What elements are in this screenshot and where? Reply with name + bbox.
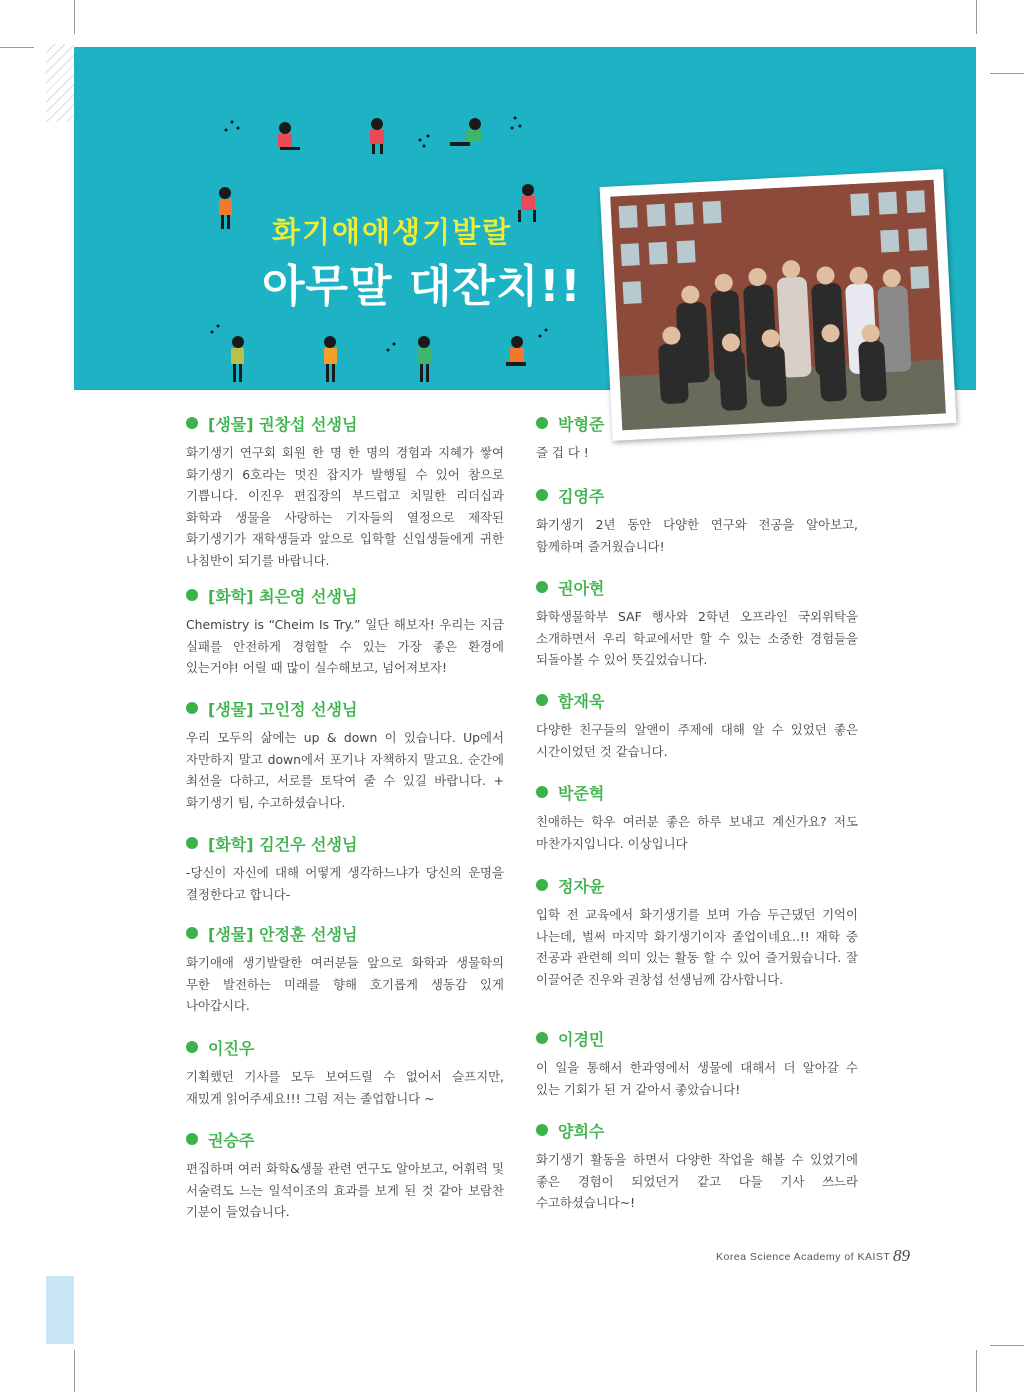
bullet-dot-icon [536, 694, 548, 706]
entry-text: 이 일을 통해서 한과영에서 생물에 대해서 더 알아갈 수 있는 기회가 된 거 같아서 좋았습니다! [536, 1060, 858, 1097]
entry-text: 기획했던 기사를 모두 보여드릴 수 없어서 슬프지만, 재밌게 읽어주세요!!! 그럼 저는 졸업합니다 ~ [186, 1069, 504, 1106]
entry-name: [생물] 권창섭 선생님 [208, 414, 358, 434]
bullet-dot-icon [186, 417, 198, 429]
entry-name: 김영주 [558, 486, 605, 506]
crop-mark [74, 1350, 75, 1392]
message-entry [536, 872, 858, 990]
page-number: 89 [893, 1246, 910, 1265]
bullet-dot-icon [186, 702, 198, 714]
bullet-dot-icon [536, 1124, 548, 1136]
bullet-dot-icon [186, 927, 198, 939]
message-entry [536, 482, 858, 557]
header-title: 아무말 대잔치!! [262, 261, 582, 312]
entry-name: 함재욱 [558, 691, 605, 711]
entry-text: -당신이 자신에 대해 어떻게 생각하느냐가 당신의 운명을 결정한다고 합니다- [186, 865, 504, 902]
entry-text: 다양한 친구들의 알앤이 주제에 대해 알 수 있었던 좋은 시간이었던 것 같습니다. [536, 722, 858, 759]
side-tab [46, 1276, 74, 1344]
bullet-dot-icon [186, 1041, 198, 1053]
entry-name: 정자윤 [558, 876, 605, 896]
entry-text: 편집하며 여러 화학&생물 관련 연구도 알아보고, 어휘력 및 서술력도 느는 일석이조의 효과를 보게 된 것 같아 보람찬 기분이 들었습니다. [186, 1161, 504, 1219]
bullet-dot-icon [186, 837, 198, 849]
entry-text: 화기생기 2년 동안 다양한 연구와 전공을 알아보고, 함께하며 즐거웠습니다! [536, 517, 858, 554]
message-entry [536, 1117, 858, 1214]
message-entry [536, 1025, 858, 1100]
message-entry [536, 410, 858, 464]
entry-text: 화기생기 연구회 회원 한 명 한 명의 경험과 지혜가 쌓여 화기생기 6호라는 멋진 잡지가 발행될 수 있어 참으로 기쁩니다. 이진우 편집장의 부드럽고 치밀한 리더십과 화학과 생물을 사랑하는 기자들의 열정으로 제작된 화기생기가 재학생들과 앞으로 입학할 신입생들에게 귀한 나침반이 되기를 바랍니다. [186, 445, 504, 568]
message-entry [186, 695, 504, 813]
message-entry [186, 830, 504, 905]
entry-name: 이경민 [558, 1029, 605, 1049]
entry-name: 박준혁 [558, 783, 605, 803]
message-entry [186, 410, 504, 571]
bullet-dot-icon [186, 589, 198, 601]
crop-mark [990, 1345, 1024, 1346]
bullet-dot-icon [186, 1133, 198, 1145]
message-entry [186, 920, 504, 1017]
message-entry [186, 1034, 504, 1109]
bullet-dot-icon [536, 417, 548, 429]
entry-name: 양희수 [558, 1121, 605, 1141]
header-subtitle: 화기애애생기발랄 [272, 215, 513, 249]
group-photo [600, 169, 957, 441]
entry-name: [생물] 고인정 선생님 [208, 699, 358, 719]
bullet-dot-icon [536, 581, 548, 593]
entry-text: 화기생기 활동을 하면서 다양한 작업을 해볼 수 있었기에 좋은 경험이 되었던거 같고 다들 기사 쓰느라 수고하셨습니다~! [536, 1152, 858, 1210]
message-entry [186, 1126, 504, 1223]
bullet-dot-icon [536, 489, 548, 501]
crop-mark [976, 1350, 977, 1392]
entry-text: 화기애애 생기발랄한 여러분들 앞으로 화학과 생물학의 무한 발전하는 미래를 향해 호기롭게 생동감 있게 나아갑시다. [186, 955, 504, 1013]
entry-text: 입학 전 교육에서 화기생기를 보며 가슴 두근댔던 기억이 나는데, 벌써 마지막 화기생기이자 졸업이네요..!! 재학 중 전공과 관련해 의미 있는 활동 할 수 있어 즐거웠습니다. 잘 이끌어준 진우와 권창섭 선생님께 감사합니다. [536, 907, 858, 987]
entry-name: 이진우 [208, 1038, 255, 1058]
entry-name: [화학] 김건우 선생님 [208, 834, 358, 854]
bullet-dot-icon [536, 1032, 548, 1044]
message-entry [536, 687, 858, 762]
entry-text: 우리 모두의 삶에는 up & down 이 있습니다. Up에서 자만하지 말고 down에서 포기나 자책하지 말고요. 순간에 최선을 다하고, 서로를 토닥여 줄 수 있길 바랍니다. + 화기생기 팀, 수고하셨습니다. [186, 730, 504, 810]
bullet-dot-icon [536, 879, 548, 891]
entry-name: 권승주 [208, 1130, 255, 1150]
bullet-dot-icon [536, 786, 548, 798]
entry-text: 친애하는 학우 여러분 좋은 하루 보내고 계신가요? 저도 마찬가지입니다. 이상입니다 [536, 814, 858, 851]
entry-text: Chemistry is “Cheim Is Try.” 일단 해보자! 우리는 지금 실패를 안전하게 경험할 수 있는 가장 좋은 환경에 있는거야! 어릴 때 많이 실수해보고, 넘어져보자! [186, 617, 504, 675]
entry-name: [화학] 최은영 선생님 [208, 586, 358, 606]
entry-text: 즐 겁 다 ! [536, 445, 589, 460]
entry-name: 박형준 [558, 414, 605, 434]
entry-text: 화학생물학부 SAF 행사와 2학년 오프라인 국외위탁을 소개하면서 우리 학교에서만 할 수 있는 소중한 경험들을 되돌아볼 수 있어 뜻깊었습니다. [536, 609, 858, 667]
entry-name: 권아현 [558, 578, 605, 598]
entry-name: [생물] 안정훈 선생님 [208, 924, 358, 944]
message-entry [536, 574, 858, 671]
message-entry [536, 779, 858, 854]
message-entry [186, 582, 504, 679]
publication-name: Korea Science Academy of KAIST [716, 1251, 891, 1263]
